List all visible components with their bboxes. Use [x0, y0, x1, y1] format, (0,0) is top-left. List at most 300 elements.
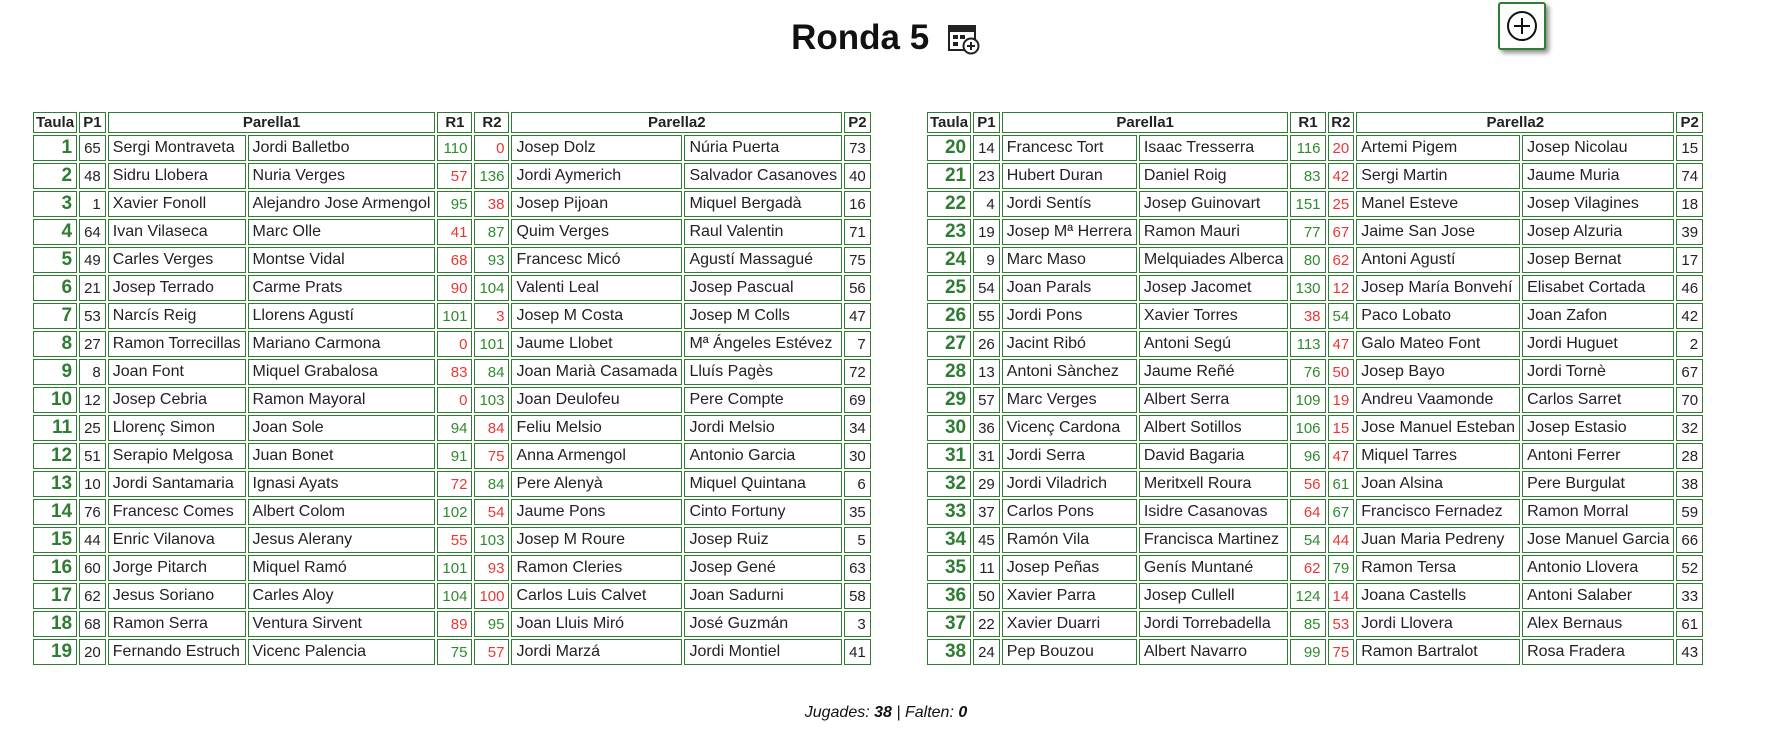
player-name: Montse Vidal: [248, 247, 436, 273]
r2-cell: 15: [1328, 415, 1355, 441]
player-name: Jordi Santamaria: [108, 471, 246, 497]
player-name: Jacint Ribó: [1002, 331, 1137, 357]
player-name: Jose Manuel Garcia: [1522, 527, 1674, 553]
p1-cell: 49: [79, 247, 106, 273]
p1-cell: 60: [79, 555, 106, 581]
r2-cell: 75: [1328, 639, 1355, 665]
player-name: Paco Lobato: [1356, 303, 1520, 329]
table-row: [927, 303, 1703, 329]
player-name: Josep Bayo: [1356, 359, 1520, 385]
p2-cell: 3: [844, 611, 871, 637]
taula-cell: 22: [927, 191, 971, 217]
r1-cell: 83: [1290, 163, 1325, 189]
player-name: Josep Cullell: [1139, 583, 1289, 609]
player-name: Joan Font: [108, 359, 246, 385]
r2-cell: 67: [1328, 219, 1355, 245]
player-name: Jesus Alerany: [248, 527, 436, 553]
player-name: Nuria Verges: [248, 163, 436, 189]
player-name: Carme Prats: [248, 275, 436, 301]
taula-cell: 17: [33, 583, 77, 609]
r1-cell: 77: [1290, 219, 1325, 245]
table-row: [33, 499, 871, 525]
player-name: Ramon Torrecillas: [108, 331, 246, 357]
p2-cell: 6: [844, 471, 871, 497]
taula-cell: 23: [927, 219, 971, 245]
r1-cell: 41: [437, 219, 472, 245]
taula-cell: 7: [33, 303, 77, 329]
taula-cell: 15: [33, 527, 77, 553]
player-name: Jaume Muria: [1522, 163, 1674, 189]
r1-cell: 110: [437, 135, 472, 161]
player-name: Pere Burgulat: [1522, 471, 1674, 497]
player-name: Josep Estasio: [1522, 415, 1674, 441]
player-name: Josep M Roure: [511, 527, 682, 553]
player-name: Jordi Aymerich: [511, 163, 682, 189]
player-name: Jorge Pitarch: [108, 555, 246, 581]
player-name: Núria Puerta: [684, 135, 842, 161]
p2-cell: 16: [844, 191, 871, 217]
player-name: Vicenc Palencia: [248, 639, 436, 665]
r1-cell: 102: [437, 499, 472, 525]
player-name: Marc Maso: [1002, 247, 1137, 273]
player-name: Josep Alzuria: [1522, 219, 1674, 245]
taula-cell: 12: [33, 443, 77, 469]
col-p1: P1: [973, 112, 1000, 133]
player-name: Cinto Fortuny: [684, 499, 842, 525]
p2-cell: 33: [1676, 583, 1703, 609]
player-name: Genís Muntané: [1139, 555, 1289, 581]
p1-cell: 1: [79, 191, 106, 217]
taula-cell: 26: [927, 303, 971, 329]
table-row: [927, 247, 1703, 273]
table-row: [927, 387, 1703, 413]
player-name: Raul Valentin: [684, 219, 842, 245]
player-name: Josep Mª Herrera: [1002, 219, 1137, 245]
player-name: Josep M Colls: [684, 303, 842, 329]
player-name: Xavier Fonoll: [108, 191, 246, 217]
table-row: [927, 443, 1703, 469]
col-p2: P2: [1676, 112, 1703, 133]
player-name: Joan Parals: [1002, 275, 1137, 301]
taula-cell: 2: [33, 163, 77, 189]
r1-cell: 130: [1290, 275, 1325, 301]
p1-cell: 26: [973, 331, 1000, 357]
p2-cell: 52: [1676, 555, 1703, 581]
player-name: Ivan Vilaseca: [108, 219, 246, 245]
p1-cell: 25: [79, 415, 106, 441]
p2-cell: 47: [844, 303, 871, 329]
player-name: Enric Vilanova: [108, 527, 246, 553]
p2-cell: 67: [1676, 359, 1703, 385]
player-name: Feliu Melsio: [511, 415, 682, 441]
r2-cell: 42: [1328, 163, 1355, 189]
player-name: Antoni Agustí: [1356, 247, 1520, 273]
player-name: Juan Maria Pedreny: [1356, 527, 1520, 553]
r2-cell: 84: [474, 471, 509, 497]
player-name: Pep Bouzou: [1002, 639, 1137, 665]
table-row: [927, 527, 1703, 553]
r1-cell: 91: [437, 443, 472, 469]
taula-cell: 3: [33, 191, 77, 217]
r2-cell: 50: [1328, 359, 1355, 385]
col-parella2: Parella2: [511, 112, 842, 133]
player-name: Jordi Melsio: [684, 415, 842, 441]
p1-cell: 20: [79, 639, 106, 665]
r2-cell: 62: [1328, 247, 1355, 273]
table-row: [33, 247, 871, 273]
taula-cell: 30: [927, 415, 971, 441]
r2-cell: 104: [474, 275, 509, 301]
player-name: Antoni Salaber: [1522, 583, 1674, 609]
r2-cell: 25: [1328, 191, 1355, 217]
add-button[interactable]: [1498, 2, 1546, 50]
table-row: [33, 275, 871, 301]
r1-cell: 80: [1290, 247, 1325, 273]
r1-cell: 38: [1290, 303, 1325, 329]
player-name: Daniel Roig: [1139, 163, 1289, 189]
p2-cell: 70: [1676, 387, 1703, 413]
table-header-row: [33, 112, 871, 133]
r2-cell: 53: [1328, 611, 1355, 637]
player-name: Manel Esteve: [1356, 191, 1520, 217]
taula-cell: 25: [927, 275, 971, 301]
player-name: Miquel Grabalosa: [248, 359, 436, 385]
player-name: Fernando Estruch: [108, 639, 246, 665]
p2-cell: 2: [1676, 331, 1703, 357]
player-name: Josep Peñas: [1002, 555, 1137, 581]
player-name: Artemi Pigem: [1356, 135, 1520, 161]
taula-cell: 5: [33, 247, 77, 273]
col-parella2: Parella2: [1356, 112, 1674, 133]
player-name: Jesus Soriano: [108, 583, 246, 609]
player-name: Jordi Huguet: [1522, 331, 1674, 357]
taula-cell: 19: [33, 639, 77, 665]
table-row: [33, 583, 871, 609]
player-name: Carles Verges: [108, 247, 246, 273]
player-name: Elisabet Cortada: [1522, 275, 1674, 301]
player-name: Jordi Sentís: [1002, 191, 1137, 217]
player-name: Josep Nicolau: [1522, 135, 1674, 161]
r2-cell: 54: [1328, 303, 1355, 329]
p1-cell: 13: [973, 359, 1000, 385]
taula-cell: 14: [33, 499, 77, 525]
player-name: Joan Sadurni: [684, 583, 842, 609]
table-row: [927, 471, 1703, 497]
col-r2: R2: [1328, 112, 1355, 133]
col-p2: P2: [844, 112, 871, 133]
table-row: [927, 583, 1703, 609]
player-name: Albert Colom: [248, 499, 436, 525]
p2-cell: 7: [844, 331, 871, 357]
r2-cell: 93: [474, 247, 509, 273]
player-name: Francisca Martinez: [1139, 527, 1289, 553]
r2-cell: 14: [1328, 583, 1355, 609]
col-r1: R1: [1290, 112, 1325, 133]
taula-cell: 37: [927, 611, 971, 637]
r2-cell: 100: [474, 583, 509, 609]
p1-cell: 50: [973, 583, 1000, 609]
r1-cell: 57: [437, 163, 472, 189]
r2-cell: 0: [474, 135, 509, 161]
r1-cell: 96: [1290, 443, 1325, 469]
player-name: Josep Vilagines: [1522, 191, 1674, 217]
p1-cell: 27: [79, 331, 106, 357]
footer-summary: [0, 704, 1772, 722]
p1-cell: 11: [973, 555, 1000, 581]
r1-cell: 101: [437, 303, 472, 329]
r1-cell: 0: [437, 387, 472, 413]
r1-cell: 89: [437, 611, 472, 637]
player-name: Ignasi Ayats: [248, 471, 436, 497]
taula-cell: 6: [33, 275, 77, 301]
player-name: Juan Bonet: [248, 443, 436, 469]
r2-cell: 19: [1328, 387, 1355, 413]
col-p1: P1: [79, 112, 106, 133]
r1-cell: 0: [437, 331, 472, 357]
player-name: Joan Zafon: [1522, 303, 1674, 329]
p1-cell: 44: [79, 527, 106, 553]
p1-cell: 4: [973, 191, 1000, 217]
player-name: Joan Lluis Miró: [511, 611, 682, 637]
col-taula: Taula: [927, 112, 971, 133]
r2-cell: 20: [1328, 135, 1355, 161]
p2-cell: 63: [844, 555, 871, 581]
taula-cell: 32: [927, 471, 971, 497]
r2-cell: 103: [474, 387, 509, 413]
r2-cell: 103: [474, 527, 509, 553]
player-name: David Bagaria: [1139, 443, 1289, 469]
taula-cell: 36: [927, 583, 971, 609]
taula-cell: 16: [33, 555, 77, 581]
player-name: Josep Terrado: [108, 275, 246, 301]
r2-cell: 3: [474, 303, 509, 329]
table-row: [33, 415, 871, 441]
p1-cell: 65: [79, 135, 106, 161]
separator: |: [896, 704, 901, 721]
table-row: [33, 359, 871, 385]
p1-cell: 55: [973, 303, 1000, 329]
p1-cell: 8: [79, 359, 106, 385]
p1-cell: 14: [973, 135, 1000, 161]
player-name: Joana Castells: [1356, 583, 1520, 609]
player-name: Albert Serra: [1139, 387, 1289, 413]
taula-cell: 4: [33, 219, 77, 245]
p2-cell: 41: [844, 639, 871, 665]
player-name: Ramon Morral: [1522, 499, 1674, 525]
player-name: Jordi Balletbo: [248, 135, 436, 161]
p2-cell: 72: [844, 359, 871, 385]
p2-cell: 18: [1676, 191, 1703, 217]
player-name: Ramon Tersa: [1356, 555, 1520, 581]
player-name: Alex Bernaus: [1522, 611, 1674, 637]
player-name: Marc Olle: [248, 219, 436, 245]
p1-cell: 68: [79, 611, 106, 637]
col-r2: R2: [474, 112, 509, 133]
table-row: [33, 555, 871, 581]
p2-cell: 71: [844, 219, 871, 245]
player-name: Rosa Fradera: [1522, 639, 1674, 665]
player-name: Melquiades Alberca: [1139, 247, 1289, 273]
table-row: [927, 135, 1703, 161]
col-r1: R1: [437, 112, 472, 133]
p1-cell: 51: [79, 443, 106, 469]
r2-cell: 75: [474, 443, 509, 469]
r2-cell: 136: [474, 163, 509, 189]
player-name: Hubert Duran: [1002, 163, 1137, 189]
taula-cell: 38: [927, 639, 971, 665]
missing-count: 0: [958, 704, 968, 721]
p2-cell: 30: [844, 443, 871, 469]
col-parella1: Parella1: [1002, 112, 1289, 133]
taula-cell: 13: [33, 471, 77, 497]
table-row: [927, 555, 1703, 581]
missing-label: Falten:: [904, 704, 954, 721]
player-name: Jordi Serra: [1002, 443, 1137, 469]
player-name: Andreu Vaamonde: [1356, 387, 1520, 413]
player-name: Miquel Quintana: [684, 471, 842, 497]
plus-circle-icon: [1505, 9, 1539, 43]
player-name: Josep Gené: [684, 555, 842, 581]
player-name: Miquel Tarres: [1356, 443, 1520, 469]
player-name: Jaume Reñé: [1139, 359, 1289, 385]
table-row: [33, 331, 871, 357]
player-name: Ramon Mauri: [1139, 219, 1289, 245]
player-name: Alejandro Jose Armengol: [248, 191, 436, 217]
taula-cell: 21: [927, 163, 971, 189]
taula-cell: 10: [33, 387, 77, 413]
r1-cell: 68: [437, 247, 472, 273]
p2-cell: 75: [844, 247, 871, 273]
p1-cell: 23: [973, 163, 1000, 189]
p2-cell: 38: [1676, 471, 1703, 497]
player-name: Josep Pascual: [684, 275, 842, 301]
p1-cell: 76: [79, 499, 106, 525]
p1-cell: 62: [79, 583, 106, 609]
calendar-add-icon[interactable]: [947, 23, 981, 64]
p1-cell: 22: [973, 611, 1000, 637]
p1-cell: 57: [973, 387, 1000, 413]
player-name: Galo Mateo Font: [1356, 331, 1520, 357]
table-row: [927, 163, 1703, 189]
p1-cell: 29: [973, 471, 1000, 497]
p2-cell: 58: [844, 583, 871, 609]
p2-cell: 35: [844, 499, 871, 525]
player-name: Antonio Llovera: [1522, 555, 1674, 581]
r1-cell: 106: [1290, 415, 1325, 441]
player-name: Antoni Segú: [1139, 331, 1289, 357]
player-name: Albert Navarro: [1139, 639, 1289, 665]
p2-cell: 5: [844, 527, 871, 553]
table-row: [927, 415, 1703, 441]
p1-cell: 12: [79, 387, 106, 413]
player-name: Sergi Martin: [1356, 163, 1520, 189]
taula-cell: 18: [33, 611, 77, 637]
player-name: Mª Ángeles Estévez: [684, 331, 842, 357]
table-row: [927, 359, 1703, 385]
player-name: Sergi Montraveta: [108, 135, 246, 161]
r2-cell: 47: [1328, 443, 1355, 469]
player-name: Agustí Massagué: [684, 247, 842, 273]
r1-cell: 104: [437, 583, 472, 609]
player-name: Jaime San Jose: [1356, 219, 1520, 245]
p1-cell: 24: [973, 639, 1000, 665]
r1-cell: 99: [1290, 639, 1325, 665]
results-table-left: [31, 110, 873, 667]
r2-cell: 93: [474, 555, 509, 581]
player-name: Josep Dolz: [511, 135, 682, 161]
player-name: Serapio Melgosa: [108, 443, 246, 469]
player-name: Carlos Luis Calvet: [511, 583, 682, 609]
p2-cell: 61: [1676, 611, 1703, 637]
player-name: Joan Marià Casamada: [511, 359, 682, 385]
p2-cell: 59: [1676, 499, 1703, 525]
table-row: [927, 639, 1703, 665]
player-name: Anna Armengol: [511, 443, 682, 469]
r2-cell: 101: [474, 331, 509, 357]
player-name: Marc Verges: [1002, 387, 1137, 413]
r1-cell: 76: [1290, 359, 1325, 385]
table-row: [33, 191, 871, 217]
player-name: Miquel Bergadà: [684, 191, 842, 217]
player-name: Jordi Marzá: [511, 639, 682, 665]
r1-cell: 95: [437, 191, 472, 217]
taula-cell: 1: [33, 135, 77, 161]
player-name: Salvador Casanoves: [684, 163, 842, 189]
r2-cell: 79: [1328, 555, 1355, 581]
r1-cell: 72: [437, 471, 472, 497]
taula-cell: 20: [927, 135, 971, 161]
player-name: Carlos Sarret: [1522, 387, 1674, 413]
table-row: [33, 611, 871, 637]
r1-cell: 62: [1290, 555, 1325, 581]
player-name: Isidre Casanovas: [1139, 499, 1289, 525]
player-name: Josep María Bonvehí: [1356, 275, 1520, 301]
player-name: Jordi Tornè: [1522, 359, 1674, 385]
player-name: Sidru Llobera: [108, 163, 246, 189]
player-name: Lluís Pagès: [684, 359, 842, 385]
table-row: [33, 471, 871, 497]
player-name: Ventura Sirvent: [248, 611, 436, 637]
player-name: Pere Compte: [684, 387, 842, 413]
r2-cell: 57: [474, 639, 509, 665]
page-title: Ronda 5: [791, 18, 930, 57]
p2-cell: 43: [1676, 639, 1703, 665]
player-name: Ramon Mayoral: [248, 387, 436, 413]
p2-cell: 40: [844, 163, 871, 189]
r1-cell: 101: [437, 555, 472, 581]
r2-cell: 67: [1328, 499, 1355, 525]
r1-cell: 54: [1290, 527, 1325, 553]
r1-cell: 55: [437, 527, 472, 553]
p1-cell: 36: [973, 415, 1000, 441]
table-row: [33, 163, 871, 189]
r2-cell: 44: [1328, 527, 1355, 553]
player-name: Francesc Tort: [1002, 135, 1137, 161]
player-name: Josep Ruiz: [684, 527, 842, 553]
table-row: [33, 527, 871, 553]
player-name: Antoni Sànchez: [1002, 359, 1137, 385]
table-row: [927, 191, 1703, 217]
player-name: Xavier Parra: [1002, 583, 1137, 609]
player-name: Francesc Micó: [511, 247, 682, 273]
r1-cell: 151: [1290, 191, 1325, 217]
r2-cell: 61: [1328, 471, 1355, 497]
r2-cell: 47: [1328, 331, 1355, 357]
p2-cell: 28: [1676, 443, 1703, 469]
player-name: Meritxell Roura: [1139, 471, 1289, 497]
player-name: Josep Guinovart: [1139, 191, 1289, 217]
player-name: Antonio Garcia: [684, 443, 842, 469]
